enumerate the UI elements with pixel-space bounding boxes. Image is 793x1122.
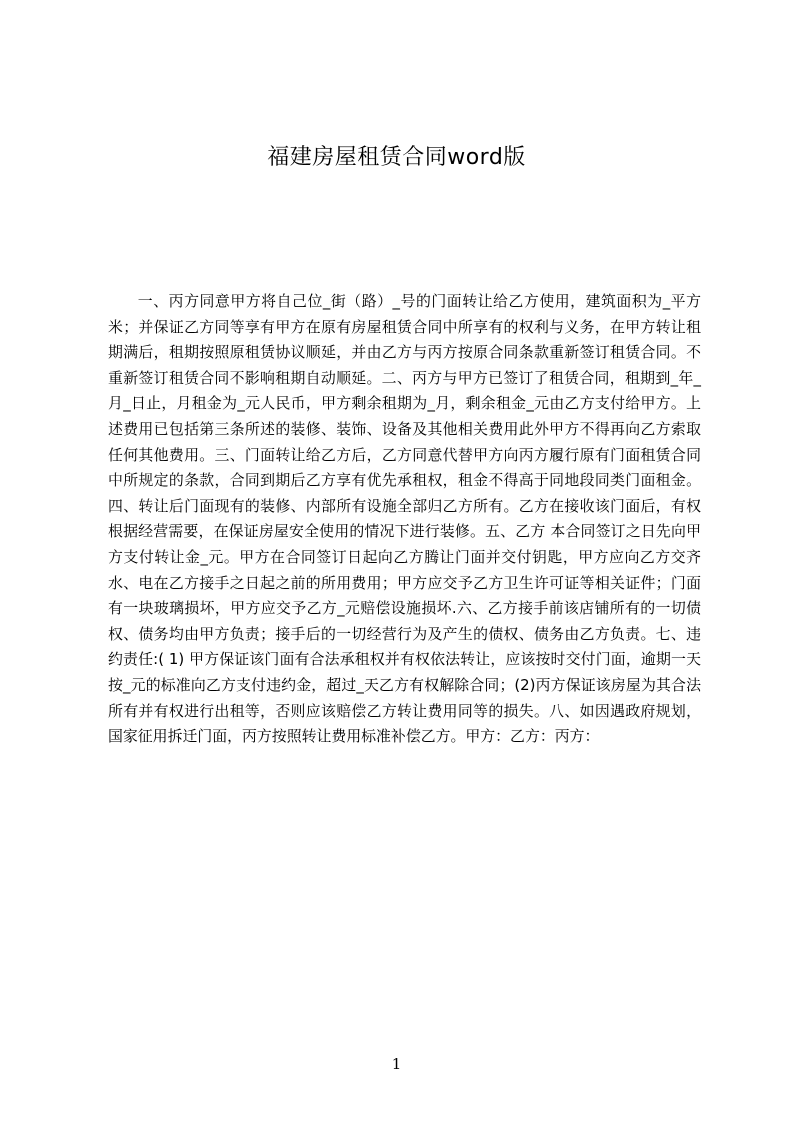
- page-number: 1: [391, 1055, 402, 1073]
- document-title: 福建房屋租赁合同word版: [267, 145, 526, 170]
- contract-body-text: 一、丙方同意甲方将自己位_街（路）_号的门面转让给乙方使用，建筑面积为_平方米；并保证乙方同等享有甲方在原有房屋租赁合同中所享有的权利与义务，在甲方转让租期满后，租期按照原租赁协议顺延，并由乙方与丙方按原合同条款重新签订租赁合同。不重新签订租赁合同不影响租期自动顺延。二、丙方与甲方已签订了租赁合同，租期到_年_月_日止，月租金为_元人民币，甲方剩余租期为_月，剩余租金_元由乙方支付给甲方。上述费用已包括第三条所述的装修、装饰、设备及其他相关费用此外甲方不得再向乙方索取任何其他费用。三、门面转让给乙方后，乙方同意代替甲方向丙方履行原有门面租赁合同中所规定的条款，合同到期后乙方享有优先承租权，租金不得高于同地段同类门面租金。四、转让后门面现有的装修、内部所有设施全部归乙方所有。乙方在接收该门面后，有权根据经营需要，在保证房屋安全使用的情况下进行装修。五、乙方 本合同签订之日先向甲方支付转让金_元。甲方在合同签订日起向乙方腾让门面并交付钥匙，甲方应向乙方交齐水、电在乙方接手之日起之前的所用费用；甲方应交予乙方卫生许可证等相关证件；门面有一块玻璃损坏，甲方应交予乙方_元赔偿设施损坏.六、乙方接手前该店铺所有的一切债权、债务均由甲方负责；接手后的一切经营行为及产生的债权、债务由乙方负责。七、违约责任:( 1) 甲方保证该门面有合法承租权并有权依法转让，应该按时交付门面，逾期一天按_元的标准向乙方支付违约金，超过_天乙方有权解除合同；(2)丙方保证该房屋为其合法所有并有权进行出租等，否则应该赔偿乙方转让费用同等的损失。八、如因遇政府规划，国家征用拆迁门面，丙方按照转让费用标准补偿乙方。甲方：乙方：丙方：: [108, 292, 701, 746]
